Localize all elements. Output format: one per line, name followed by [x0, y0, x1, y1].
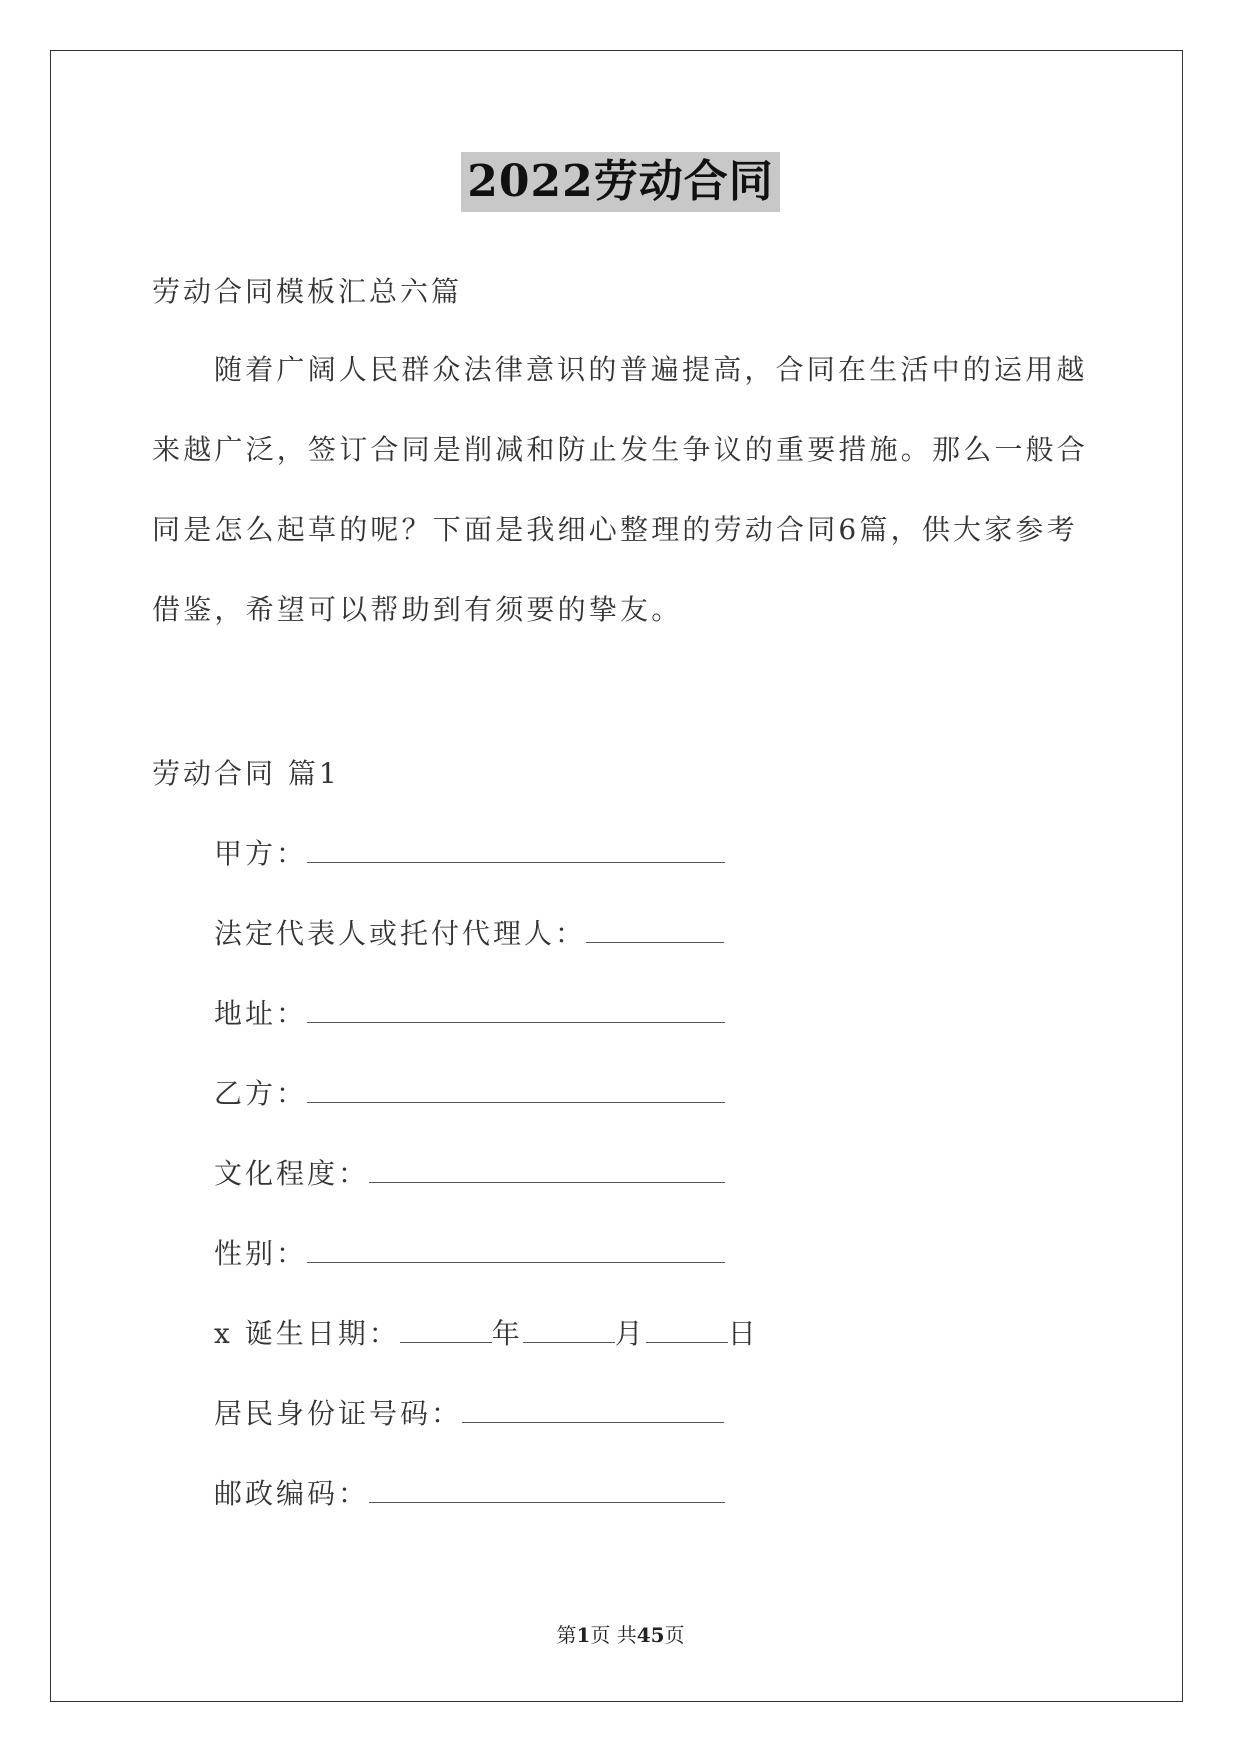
field-party-a — [214, 832, 725, 872]
address-blank[interactable] — [307, 996, 725, 1023]
title-container — [0, 152, 1241, 212]
document-title: 2022劳动合同 — [461, 152, 779, 212]
footer-total-pages: 45 — [636, 1623, 665, 1647]
birth-day-blank[interactable] — [646, 1316, 728, 1343]
field-postal-code — [214, 1472, 725, 1512]
field-party-a-label: 甲方： — [214, 837, 308, 870]
field-party-b — [214, 1072, 725, 1112]
legal-rep-blank[interactable] — [586, 916, 724, 943]
field-gender-label: 性别： — [214, 1237, 308, 1270]
field-id-number — [214, 1392, 724, 1432]
intro-line-2: 来越广泛，签订合同是削减和防止发生争议的重要措施。那么一般合 — [152, 433, 1089, 466]
field-education — [214, 1152, 725, 1192]
field-postal-code-label: 邮政编码： — [214, 1477, 370, 1510]
intro-line-3: 同是怎么起草的呢？下面是我细心整理的劳动合同6篇，供大家参考 — [152, 513, 1078, 546]
id-number-blank[interactable] — [462, 1396, 724, 1423]
postal-code-blank[interactable] — [369, 1476, 725, 1503]
footer-mid: 页 共 — [590, 1623, 637, 1647]
page-footer — [0, 1619, 1241, 1648]
footer-suffix: 页 — [664, 1623, 685, 1647]
field-education-label: 文化程度： — [214, 1157, 370, 1190]
field-legal-rep — [214, 912, 724, 952]
field-birth-date — [214, 1312, 759, 1352]
field-gender — [214, 1232, 725, 1272]
birth-year-label: 年 — [491, 1317, 523, 1350]
gender-blank[interactable] — [307, 1236, 725, 1263]
field-legal-rep-label: 法定代表人或托付代理人： — [214, 917, 587, 950]
section-heading: 劳动合同 篇1 — [152, 757, 340, 790]
field-party-b-label: 乙方： — [214, 1077, 308, 1110]
party-b-blank[interactable] — [307, 1076, 725, 1103]
field-address-label: 地址： — [214, 997, 308, 1030]
birth-month-label: 月 — [614, 1317, 646, 1350]
birth-year-blank[interactable] — [400, 1316, 492, 1343]
intro-line-1: 随着广阔人民群众法律意识的普遍提高，合同在生活中的运用越 — [214, 353, 1088, 386]
footer-prefix: 第 — [556, 1623, 577, 1647]
field-birth-label: x 诞生日期： — [214, 1317, 400, 1350]
field-address — [214, 992, 725, 1032]
subtitle: 劳动合同模板汇总六篇 — [152, 275, 463, 308]
party-a-blank[interactable] — [307, 836, 725, 863]
birth-month-blank[interactable] — [523, 1316, 615, 1343]
footer-current-page: 1 — [576, 1623, 591, 1647]
field-id-number-label: 居民身份证号码： — [214, 1397, 463, 1430]
birth-day-label: 日 — [727, 1317, 759, 1350]
intro-line-4: 借鉴，希望可以帮助到有须要的挚友。 — [152, 593, 683, 626]
education-blank[interactable] — [369, 1156, 725, 1183]
